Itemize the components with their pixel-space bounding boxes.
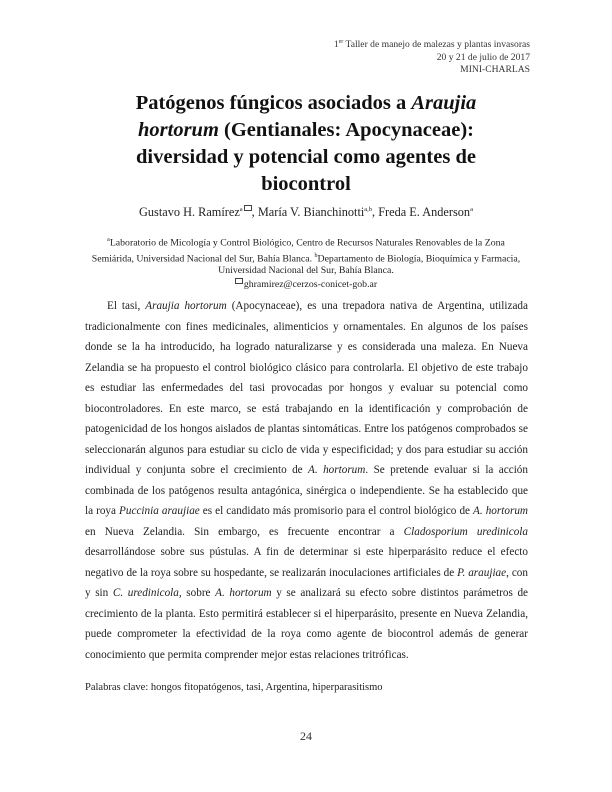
species-name: A. hortorum — [215, 587, 272, 599]
affiliation-b-sup: b — [314, 252, 318, 259]
header-date: 20 y 21 de julio de 2017 — [436, 51, 530, 63]
species-name: C. uredinicola, — [112, 587, 182, 599]
affiliation-b: Departamento de Biología, Bioquímica y Farmacia, Universidad Nacional del Sur, Bahía Blanca. — [218, 252, 521, 277]
abstract-text: sobre — [181, 587, 216, 599]
contact-email[interactable]: ghramirez@cerzos-conicet-gob.ar — [243, 278, 378, 290]
title-species: Araujia hortorum — [138, 92, 477, 141]
title-part3: (Gentianales: Apocynaceae): diversidad y potencial como agentes de biocontrol — [136, 119, 476, 195]
affiliation-a-sup: a — [107, 237, 110, 243]
header-section: MINI-CHARLAS — [460, 64, 530, 76]
abstract-text: desarrollándose sobre sus pústulas. A fin de determinar si este hiperparásito reduce el efecto negativo de la roya sobre su hospedante, se realizarán inoculaciones artificiales de — [85, 546, 528, 579]
author-1: Gustavo H. Ramírez — [139, 205, 240, 219]
species-name: P. araujiae — [457, 566, 507, 579]
running-header — [334, 36, 530, 77]
author-3: Freda E. Anderson — [378, 205, 471, 219]
abstract-text: El tasi, — [107, 300, 146, 312]
header-number: 1 — [333, 39, 339, 51]
envelope-icon — [235, 278, 243, 284]
contact-email-line — [90, 278, 522, 291]
author-3-sup: a — [470, 205, 473, 213]
page-number: 24 — [300, 729, 312, 743]
abstract-text: en Nueva Zelandia. Sin embargo, es frecuente encontrar a — [85, 525, 404, 538]
author-2-sup: a,b — [364, 205, 373, 213]
affiliations — [90, 234, 522, 291]
abstract-body — [85, 296, 528, 665]
header-event: Taller de manejo de malezas y plantas invasoras — [345, 39, 530, 51]
author-list — [0, 205, 612, 220]
species-name: A. hortorum — [473, 505, 528, 517]
affiliation-a: Laboratorio de Micología y Control Biológico, Centro de Recursos Naturales Renovables de la Zona Semiárida, Universidad Nacional del Sur, Bahía Blanca. — [91, 237, 505, 264]
author-1-sup: a — [239, 205, 243, 213]
author-2: María V. Bianchinotti — [257, 205, 365, 219]
species-name: A. hortorum — [308, 464, 366, 476]
title-part1: Patógenos fúngicos asociados a — [135, 92, 412, 114]
author-sep-2: , — [372, 205, 379, 219]
abstract-text: (Apocynaceae), es una trepadora nativa de Argentina, utilizada tradicionalmente con fines medicinales, alimenticios y ornamentales. En algunos de los países donde se la ha introducido, ha logrado naturalizarse y es considerada una maleza. En Nueva Zelandia se ha propuesto el control biológico clásico para controlarla. El objetivo de este trabajo es estudiar las enfermedades del tasi provocadas por hongos y evaluar su potencial como biocontroladores. En este marco, se está trabajando en la identificación y comprobación de patogenicidad de los hongos aislados de plantas sintomáticas. Entre los patógenos comprobados se seleccionarán algunos para estudiar su ciclo de vida y especificidad; y dos para estudiar su acción individual y conjunta sobre el crecimiento de — [85, 300, 528, 476]
abstract-text: y se analizará su efecto sobre distintos parámetros de crecimiento de la planta. Esto permitirá establecer si el hiperparásito, presente en Nueva Zelandia, puede comprometer la efectividad de la roya como agente de biocontrol además de generar conocimiento que permita comprender mejor estas relaciones tritróficas. — [85, 587, 529, 661]
abstract-text: es el candidato más promisorio para el control biológico de — [199, 505, 474, 517]
header-number-sup: er — [338, 39, 344, 45]
species-name: Cladosporium uredinicola — [403, 525, 528, 538]
species-name: Araujia hortorum — [145, 300, 227, 312]
keywords: Palabras clave: hongos fitopatógenos, tasi, Argentina, hiperparasitismo — [85, 682, 383, 693]
abstract-text: , con y sin — [85, 566, 528, 599]
species-name: Puccinia araujiae — [119, 505, 200, 517]
author-sep-1: , — [251, 205, 258, 219]
affiliation-lines — [90, 234, 522, 278]
envelope-icon — [244, 205, 252, 211]
header-event-line — [334, 36, 530, 52]
abstract-text: . Se pretende evaluar si la acción combinada de los patógenos resulta antagónica, sinérgica o independiente. Se ha establecido que la roya — [85, 464, 528, 517]
paper-title — [100, 90, 512, 198]
